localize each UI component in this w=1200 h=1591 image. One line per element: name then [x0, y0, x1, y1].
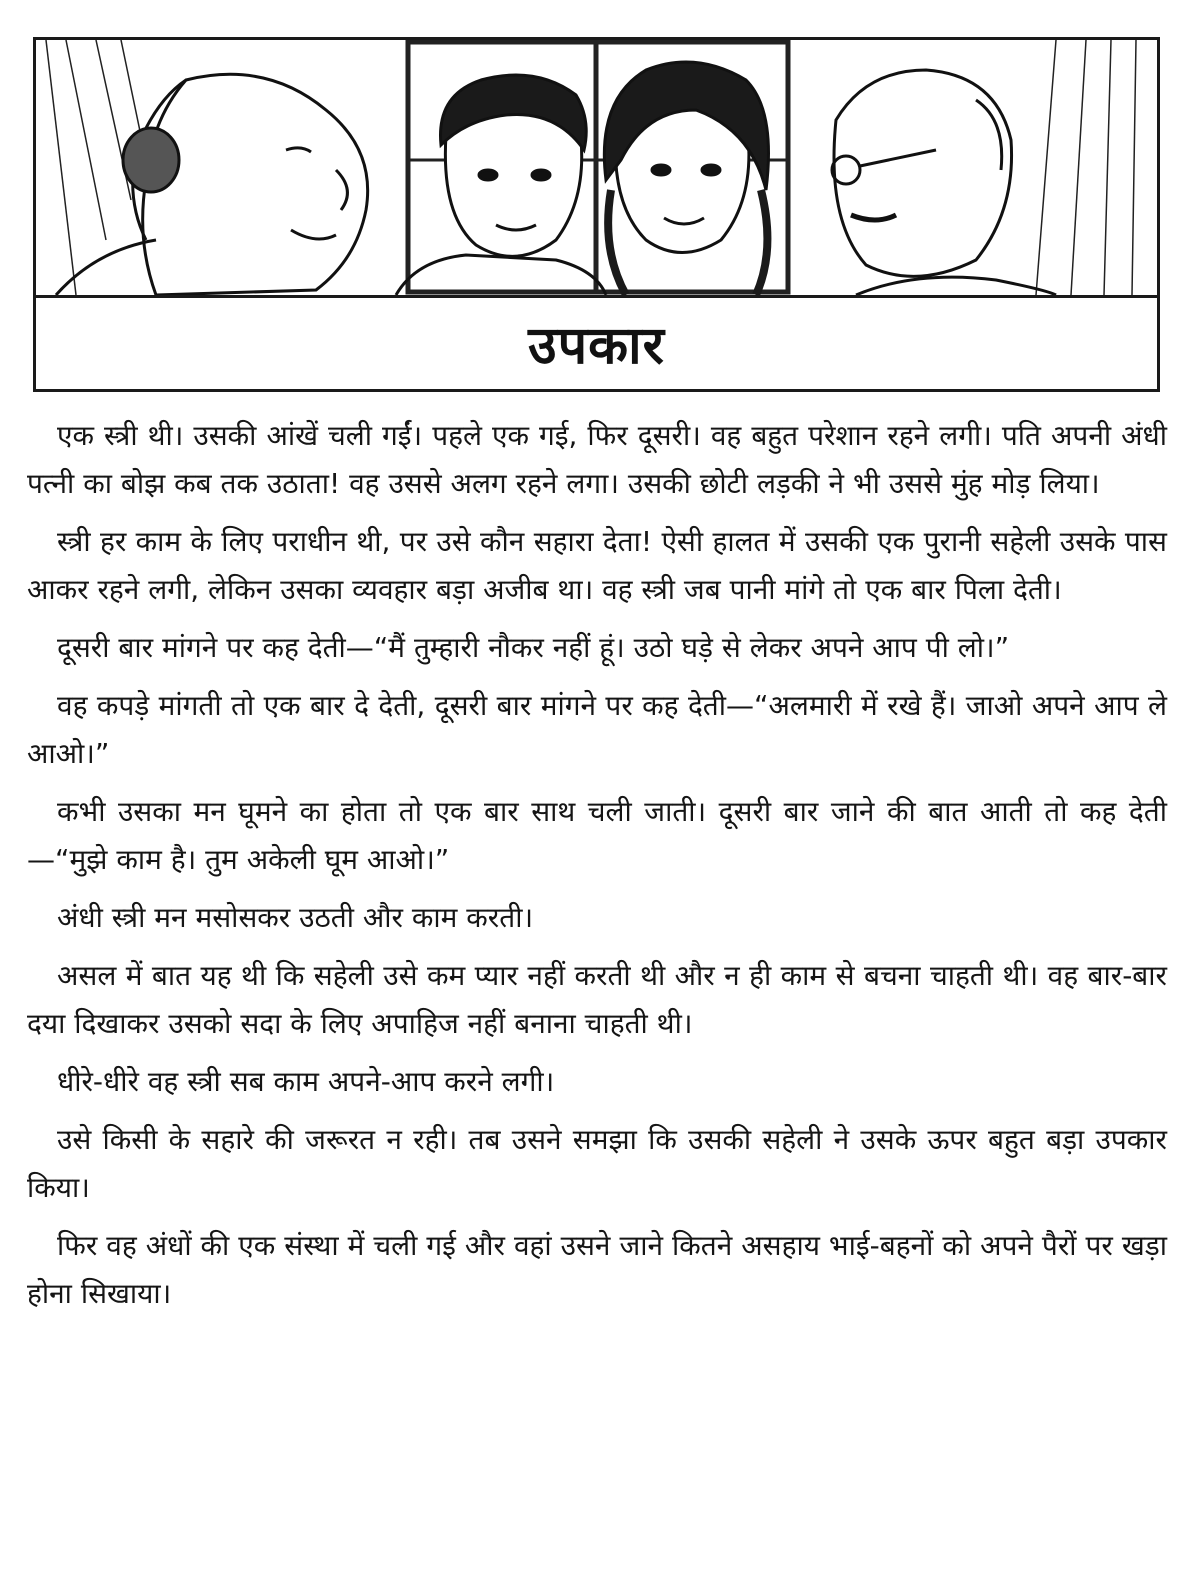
story-paragraph: स्त्री हर काम के लिए पराधीन थी, पर उसे कौन सहारा देता! ऐसी हालत में उसकी एक पुरानी सहेली उसके पास आकर रहने लगी, लेकिन उसका व्यवहार बड़ा अजीब था। वह स्त्री जब पानी मांगे तो एक बार पिला देती।: [27, 525, 1167, 606]
story-paragraph: असल में बात यह थी कि सहेली उसे कम प्यार नहीं करती थी और न ही काम से बचना चाहती थी। वह बार-बार दया दिखाकर उसको सदा के लिए अपाहिज नहीं बनाना चाहती थी।: [27, 959, 1167, 1040]
story-paragraph: वह कपड़े मांगती तो एक बार दे देती, दूसरी बार मांगने पर कह देती—“अलमारी में रखे हैं। जाओ अपने आप ले आओ।”: [27, 689, 1167, 770]
story-paragraph: कभी उसका मन घूमने का होता तो एक बार साथ चली जाती। दूसरी बार जाने की बात आती तो कह देती—“मुझे काम है। तुम अकेली घूम आओ।”: [27, 795, 1167, 876]
story-paragraph: फिर वह अंधों की एक संस्था में चली गई और वहां उसने जाने कितने असहाय भाई-बहनों को अपने पैरों पर खड़ा होना सिखाया।: [27, 1229, 1167, 1310]
header-frame: [33, 37, 1160, 392]
story-paragraph: उसे किसी के सहारे की जरूरत न रही। तब उसने समझा कि उसकी सहेली ने उसके ऊपर बहुत बड़ा उपकार किया।: [27, 1123, 1167, 1204]
story-paragraph: धीरे-धीरे वह स्त्री सब काम अपने-आप करने लगी।: [57, 1065, 555, 1098]
story-paragraph: अंधी स्त्री मन मसोसकर उठती और काम करती।: [57, 901, 534, 934]
story-illustration: [36, 40, 1157, 298]
story-body: [27, 412, 1167, 1328]
story-title: उपकार: [528, 316, 665, 376]
story-paragraph: एक स्त्री थी। उसकी आंखें चली गईं। पहले एक गई, फिर दूसरी। वह बहुत परेशान रहने लगी। पति अपनी अंधी पत्नी का बोझ कब तक उठाता! वह उससे अलग रहने लगा। उसकी छोटी लड़की ने भी उससे मुंह मोड़ लिया।: [27, 419, 1167, 500]
title-box: [36, 298, 1157, 389]
story-paragraph: दूसरी बार मांगने पर कह देती—“मैं तुम्हारी नौकर नहीं हूं। उठो घड़े से लेकर अपने आप पी लो।”: [57, 631, 1010, 664]
